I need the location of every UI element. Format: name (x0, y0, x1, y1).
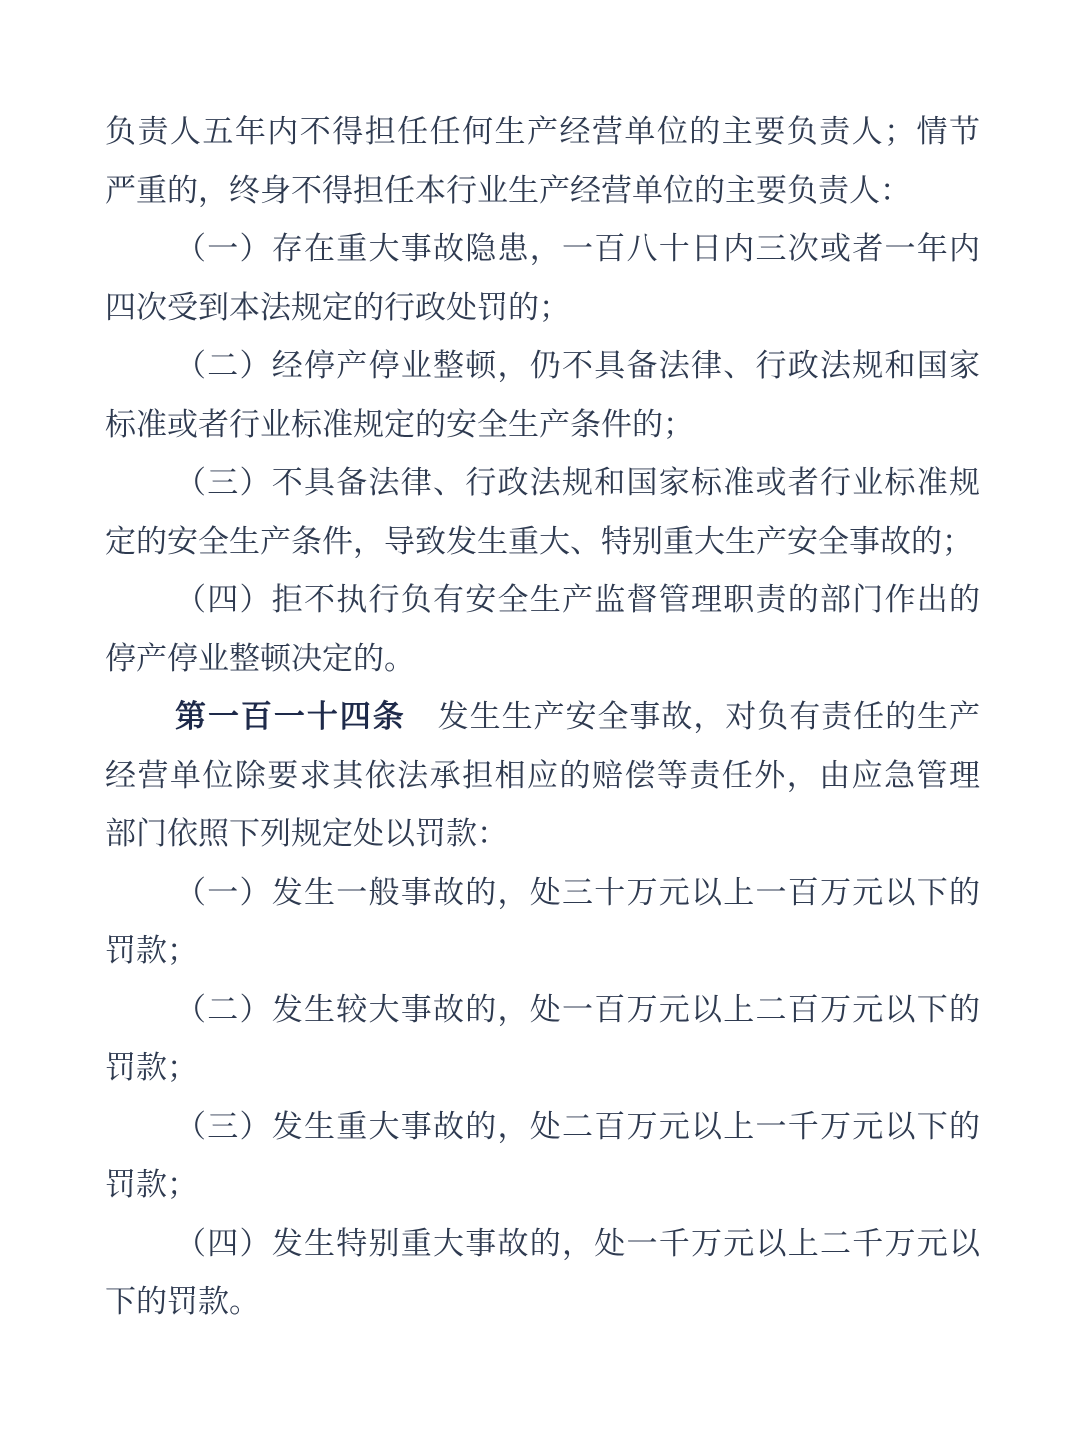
text-line (105, 747, 980, 806)
paragraph (105, 337, 980, 454)
text-line (105, 1215, 980, 1274)
text-run: 罚款； (105, 933, 198, 969)
text-run: 部门依照下列规定处以罚款： (105, 816, 508, 852)
text-run: 发生生产安全事故，对负有责任的生产 (405, 699, 981, 735)
text-run: （三）发生重大事故的，处二百万元以上一千万元以下的 (175, 1108, 980, 1145)
text-run: 罚款； (105, 1050, 198, 1086)
paragraph (105, 1215, 980, 1332)
text-line (105, 513, 980, 572)
text-run: 罚款； (105, 1167, 198, 1203)
text-line (105, 337, 980, 396)
text-run: 四次受到本法规定的行政处罚的； (105, 289, 570, 326)
text-line (105, 688, 980, 747)
text-run: （一）发生一般事故的，处三十万元以上一百万元以下的 (175, 874, 980, 911)
text-line (105, 571, 980, 630)
text-run: （一）存在重大事故隐患，一百八十日内三次或者一年内 (175, 231, 980, 267)
text-line (105, 279, 980, 338)
text-line (105, 922, 980, 981)
text-line (105, 630, 980, 689)
paragraph (105, 981, 980, 1098)
text-line (105, 864, 980, 923)
text-line (105, 1098, 980, 1157)
text-run: （三）不具备法律、行政法规和国家标准或者行业标准规 (175, 465, 980, 501)
text-run: （四）发生特别重大事故的，处一千万元以上二千万元以 (175, 1225, 980, 1262)
article-number: 第一百一十四条 (175, 699, 406, 735)
text-line (105, 162, 980, 221)
document-body (105, 103, 980, 1332)
text-run: 经营单位除要求其依法承担相应的赔偿等责任外，由应急管理 (105, 757, 980, 794)
text-run: 标准或者行业标准规定的安全生产条件的； (105, 406, 694, 443)
text-line (105, 1156, 980, 1215)
paragraph (105, 864, 980, 981)
text-run: （二）发生较大事故的，处一百万元以上二百万元以下的 (175, 991, 980, 1028)
paragraph (105, 1098, 980, 1215)
text-line (105, 981, 980, 1040)
text-run: 下的罚款。 (105, 1284, 260, 1320)
text-line (105, 1039, 980, 1098)
text-run: 负责人五年内不得担任任何生产经营单位的主要负责人；情节 (105, 114, 980, 150)
paragraph (105, 688, 980, 864)
text-line (105, 396, 980, 455)
text-line (105, 103, 980, 162)
text-run: （二）经停产停业整顿，仍不具备法律、行政法规和国家 (175, 348, 980, 384)
text-run: 停产停业整顿决定的。 (105, 640, 415, 677)
text-line (105, 1273, 980, 1332)
text-run: （四）拒不执行负有安全生产监督管理职责的部门作出的 (175, 582, 980, 618)
paragraph (105, 103, 980, 220)
text-line (105, 220, 980, 279)
text-line (105, 454, 980, 513)
text-line (105, 805, 980, 864)
paragraph (105, 220, 980, 337)
paragraph (105, 454, 980, 571)
paragraph (105, 571, 980, 688)
text-run: 定的安全生产条件，导致发生重大、特别重大生产安全事故的； (105, 523, 973, 560)
text-run: 严重的，终身不得担任本行业生产经营单位的主要负责人： (105, 172, 911, 209)
